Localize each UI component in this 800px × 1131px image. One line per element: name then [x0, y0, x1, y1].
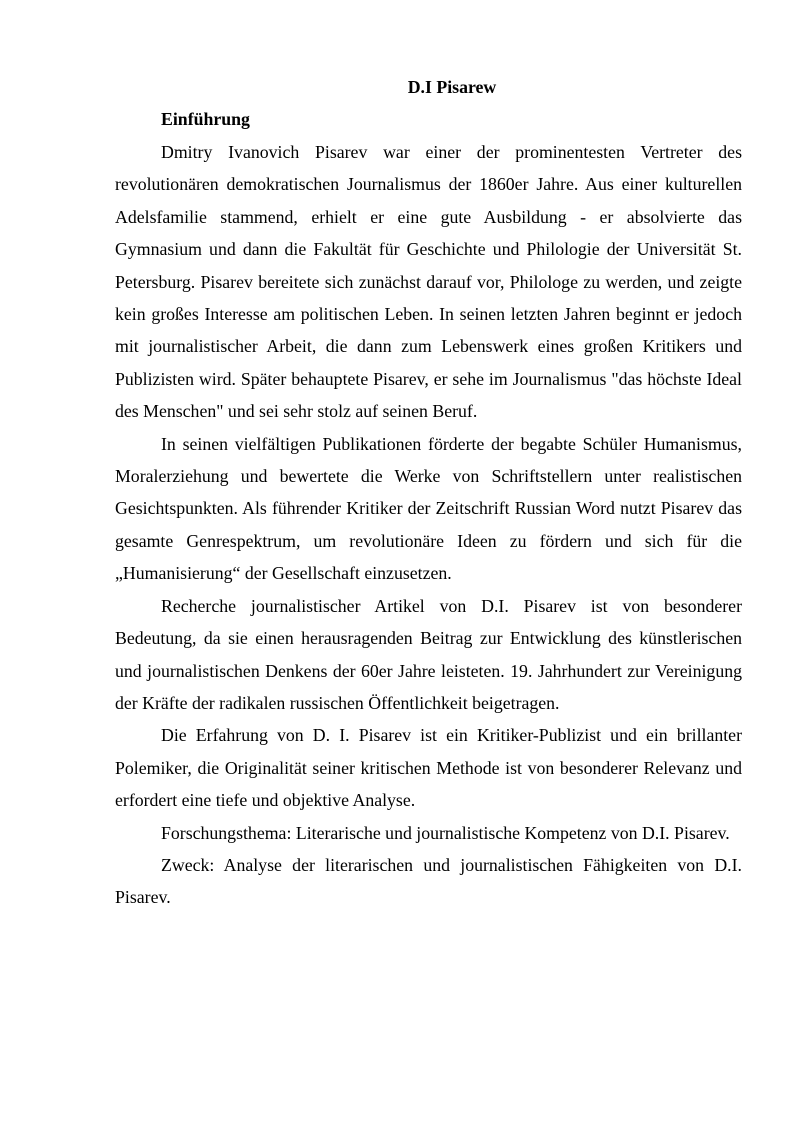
paragraph-research-topic: Forschungsthema: Literarische und journalistische Kompetenz von D.I. Pisarev. [161, 822, 730, 843]
body-text [115, 136, 742, 914]
paragraph-research: Recherche journalistischer Artikel von D.I. Pisarev ist von besonderer Bedeutung, da sie einen herausragenden Beitrag zur Entwicklung des künstlerischen und journalistischen Denkens der 60er Jahre leisteten. 19. Jahrhundert zur Vereinigung der Kräfte der radikalen russischen Öffentlichkeit beigetragen. [115, 595, 742, 713]
paragraph-introduction: Dmitry Ivanovich Pisarev war einer der prominentesten Vertreter des revolutionären demokratischen Journalismus der 1860er Jahre. Aus einer kulturellen Adelsfamilie stammend, erhielt er eine gute Ausbildung - er absolvierte das Gymnasium und dann die Fakultät für Geschichte und Philologie der Universität St. Petersburg. Pisarev bereitete sich zunächst darauf vor, Philologe zu werden, und zeigte kein großes Interesse am politischen Leben. In seinen letzten Jahren beginnt er jedoch mit journalistischer Arbeit, die dann zum Lebenswerk eines großen Kritikers und Publizisten wird. Später behauptete Pisarev, er sehe im Journalismus "das höchste Ideal des Menschen" und sei sehr stolz auf seinen Beruf. [115, 142, 742, 422]
paragraph-publications: In seinen vielfältigen Publikationen förderte der begabte Schüler Humanismus, Moralerziehung und bewertete die Werke von Schriftstellern unter realistischen Gesichtspunkten. Als führender Kritiker der Zeitschrift Russian Word nutzt Pisarev das gesamte Genrespektrum, um revolutionäre Ideen zu fördern und sich für die „Humanisierung“ der Gesellschaft einzusetzen. [115, 433, 742, 584]
paragraph-experience: Die Erfahrung von D. I. Pisarev ist ein Kritiker-Publizist und ein brillanter Polemiker, die Originalität seiner kritischen Methode ist von besonderer Relevanz und erfordert eine tiefe und objektive Analyse. [115, 725, 742, 811]
section-heading: Einführung [161, 109, 250, 129]
paragraph-purpose: Zweck: Analyse der literarischen und journalistischen Fähigkeiten von D.I. Pisarev. [115, 854, 742, 908]
document-title: D.I Pisarew [407, 77, 497, 97]
